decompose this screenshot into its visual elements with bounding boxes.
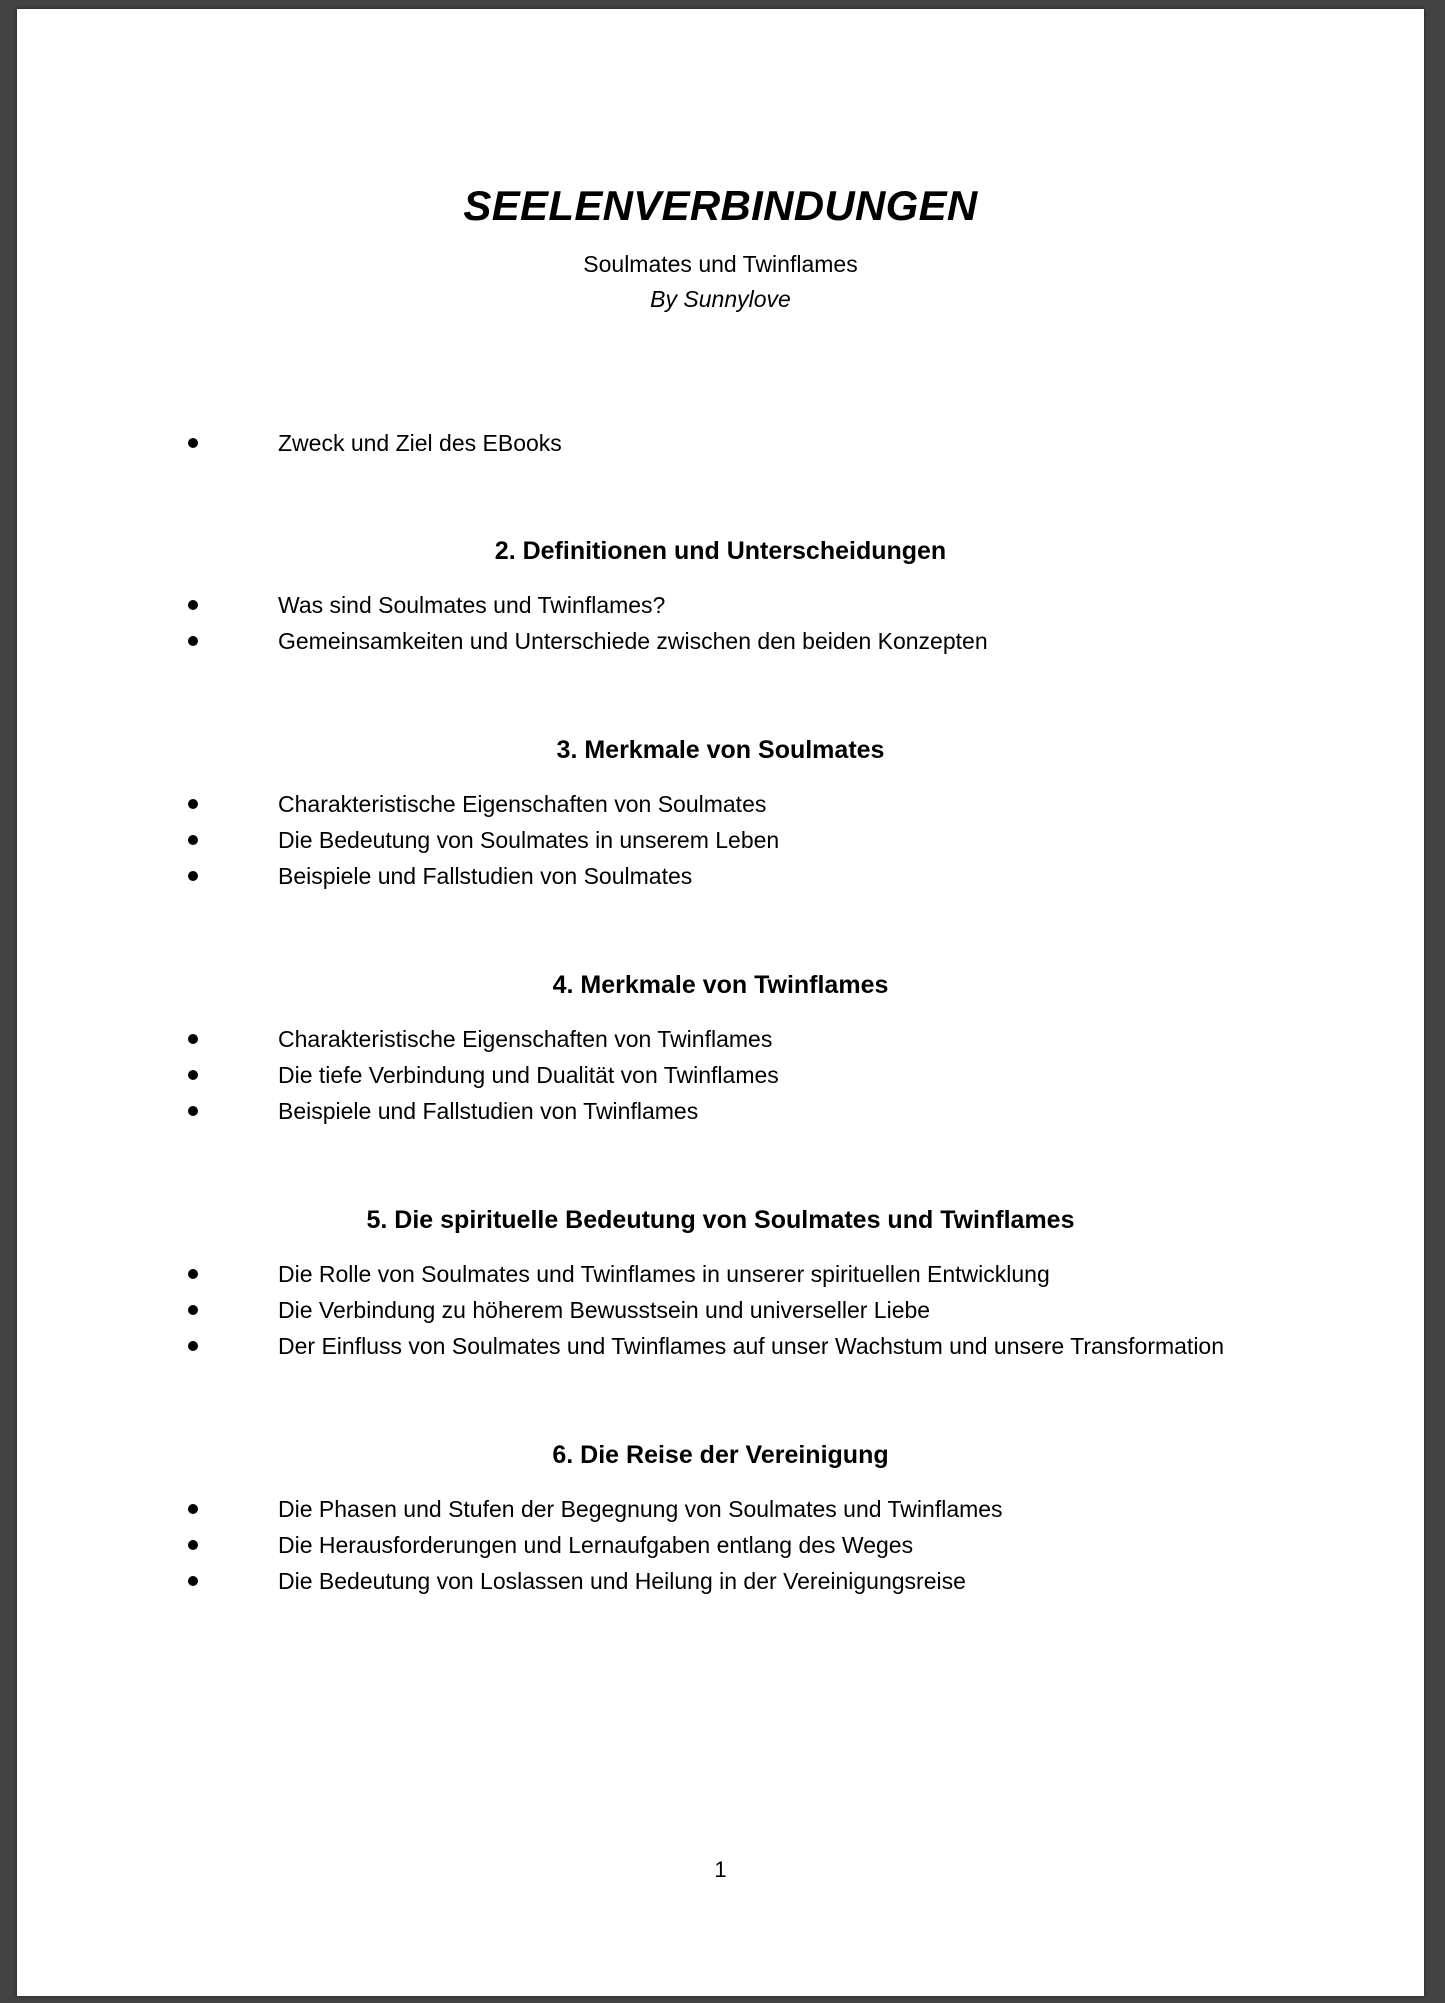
list-item [17,1527,1424,1563]
list-item [17,822,1424,858]
list-item-text: Zweck und Ziel des EBooks [278,430,562,456]
list-item-text: Die Bedeutung von Loslassen und Heilung in der Vereinigungsreise [278,1568,966,1594]
bullet-icon [188,600,198,610]
list-item-text: Charakteristische Eigenschaften von Twinflames [278,1026,773,1052]
bullet-icon [188,799,198,809]
bullet-icon [188,1576,198,1586]
list-item-text: Die Bedeutung von Soulmates in unserem Leben [278,827,780,853]
list-item-text: Die Herausforderungen und Lernaufgaben entlang des Weges [278,1532,914,1558]
list-item-text: Der Einfluss von Soulmates und Twinflames auf unser Wachstum und unsere Transformation [278,1333,1225,1359]
section-list-union [17,1491,1424,1599]
document-page [17,9,1424,1996]
list-item [17,1563,1424,1599]
bullet-icon [188,1034,198,1044]
section-heading-spiritual: 5. Die spirituelle Bedeutung von Soulmates und Twinflames [366,1206,1075,1234]
list-item [17,786,1424,822]
section-heading-twinflames: 4. Merkmale von Twinflames [552,971,889,999]
bullet-icon [188,1070,198,1080]
list-item [17,1093,1424,1129]
list-item [17,1292,1424,1328]
list-item-text: Beispiele und Fallstudien von Twinflames [278,1098,699,1124]
list-item [17,623,1424,659]
bullet-icon [188,1341,198,1351]
bullet-icon [188,1540,198,1550]
list-item [17,1021,1424,1057]
document-subtitle: Soulmates und Twinflames [583,251,858,277]
section-heading-soulmates: 3. Merkmale von Soulmates [556,736,885,764]
document-author: By Sunnylove [650,286,791,312]
list-item [17,1491,1424,1527]
bullet-icon [188,1106,198,1116]
bullet-icon [188,835,198,845]
section-list-spiritual [17,1256,1424,1364]
section-list-soulmates [17,786,1424,894]
list-item-text: Die tiefe Verbindung und Dualität von Twinflames [278,1062,779,1088]
list-item [17,858,1424,894]
list-item-text: Was sind Soulmates und Twinflames? [278,592,666,618]
list-item [17,1328,1424,1364]
list-item-text: Die Rolle von Soulmates und Twinflames in unserer spirituellen Entwicklung [278,1261,1050,1287]
bullet-icon [188,1269,198,1279]
section-list-twinflames [17,1021,1424,1129]
list-item-text: Die Verbindung zu höherem Bewusstsein und universeller Liebe [278,1297,931,1323]
intro-list [17,425,1424,461]
list-item [17,587,1424,623]
list-item-text: Charakteristische Eigenschaften von Soulmates [278,791,767,817]
list-item-text: Beispiele und Fallstudien von Soulmates [278,863,693,889]
list-item [17,1057,1424,1093]
section-list-definitions [17,587,1424,659]
bullet-icon [188,636,198,646]
list-item [17,425,1424,461]
page-number: 1 [714,1857,727,1882]
list-item-text: Die Phasen und Stufen der Begegnung von Soulmates und Twinflames [278,1496,1003,1522]
section-heading-definitions: 2. Definitionen und Unterscheidungen [494,537,947,565]
list-item [17,1256,1424,1292]
bullet-icon [188,871,198,881]
bullet-icon [188,1504,198,1514]
bullet-icon [188,1305,198,1315]
section-heading-union: 6. Die Reise der Vereinigung [552,1441,889,1469]
document-title: SEELENVERBINDUNGEN [463,182,978,229]
bullet-icon [188,438,198,448]
list-item-text: Gemeinsamkeiten und Unterschiede zwischen den beiden Konzepten [278,628,988,654]
